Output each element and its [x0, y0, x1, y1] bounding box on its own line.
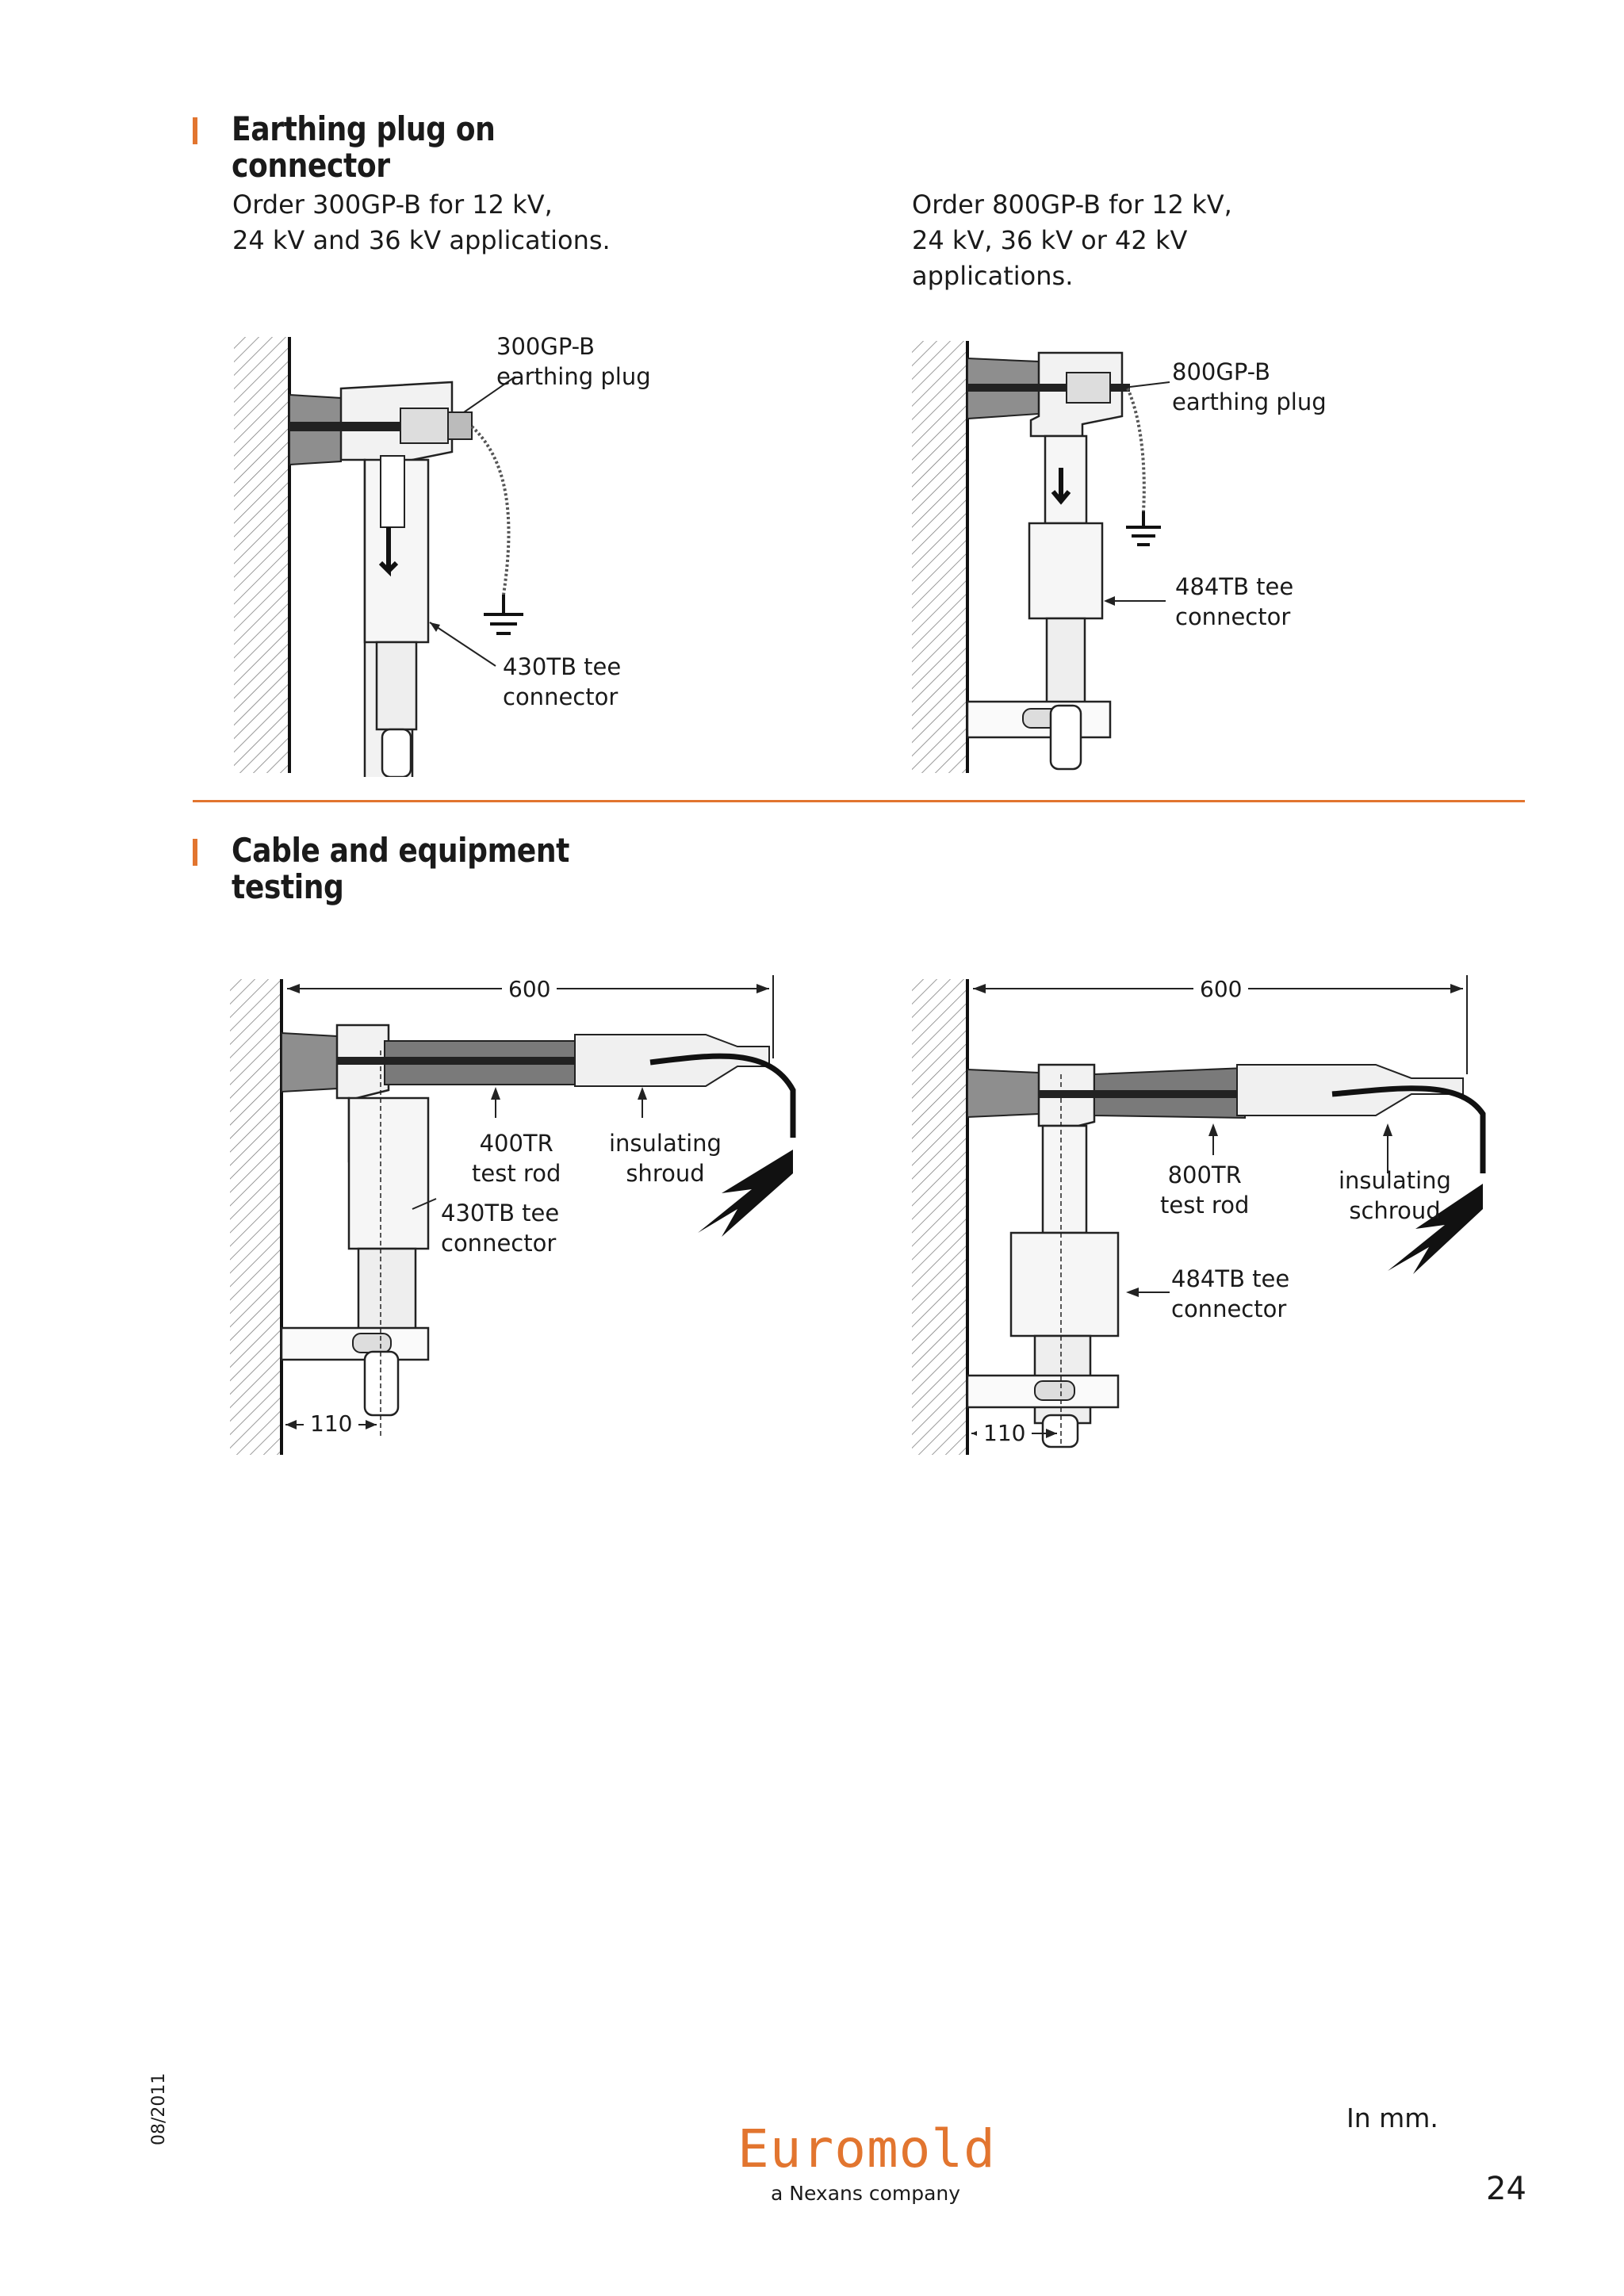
label-line: earthing plug — [496, 363, 651, 390]
label-line: 800TR — [1167, 1161, 1242, 1188]
clamp-bolt — [1035, 1381, 1074, 1400]
label-line: 484TB tee — [1175, 573, 1294, 600]
label-insulating-shroud — [1339, 1165, 1451, 1226]
ground-icon — [484, 595, 523, 633]
section-title — [232, 832, 569, 905]
dimension-110: 110 — [304, 1411, 358, 1437]
units-note: In mm. — [1346, 2103, 1438, 2133]
section-title-line: testing — [232, 867, 344, 906]
plug-nut — [1067, 373, 1110, 403]
cable — [365, 1352, 398, 1415]
dimension-110: 110 — [977, 1421, 1032, 1446]
dimension-arrow — [366, 1420, 377, 1429]
cable-sleeve — [377, 642, 416, 729]
label-tee-connector — [441, 1198, 559, 1258]
label-test-rod — [472, 1128, 561, 1188]
leader-arrowhead — [1383, 1123, 1392, 1136]
dimension-arrow — [756, 984, 769, 993]
section-title-line: connector — [232, 146, 390, 185]
wall-hatch — [912, 341, 967, 773]
cable-sleeve — [358, 1249, 416, 1336]
label-tee-connector — [1171, 1264, 1289, 1324]
label-line: connector — [1171, 1295, 1287, 1322]
tee-lower — [1029, 523, 1102, 618]
section-title-line: Earthing plug on — [232, 109, 496, 148]
label-earthing-plug — [1172, 357, 1327, 417]
tee-upper — [1045, 436, 1086, 523]
order-text-right — [912, 187, 1232, 294]
leader-tee — [430, 622, 496, 666]
dimension-600: 600 — [502, 977, 557, 1002]
leader-arrowhead — [1208, 1123, 1218, 1136]
label-line: 300GP-B — [496, 333, 596, 360]
label-tee-connector — [1175, 572, 1293, 632]
tee-lower — [349, 1098, 428, 1249]
section-divider — [193, 800, 1525, 802]
leader-plug — [1130, 382, 1170, 387]
plug-nut — [400, 408, 448, 443]
label-line: insulating — [1339, 1167, 1451, 1194]
tee-lower — [1011, 1233, 1118, 1336]
leader-arrowhead — [1126, 1288, 1139, 1297]
leader-arrowhead — [430, 622, 440, 632]
text-line: Order 300GP-B for 12 kV, — [232, 189, 553, 220]
leader-arrowhead — [638, 1087, 647, 1100]
page-number: 24 — [1486, 2171, 1526, 2207]
contact — [381, 456, 404, 527]
label-line: connector — [1175, 603, 1291, 630]
earth-chain — [472, 427, 509, 595]
cable-sleeve — [1047, 618, 1085, 706]
section-marker — [193, 839, 197, 866]
leader-arrowhead — [1104, 596, 1115, 606]
wall-hatch — [234, 337, 289, 773]
text-line: 24 kV and 36 kV applications. — [232, 225, 611, 255]
leader-arrowhead — [491, 1087, 500, 1100]
label-line: connector — [503, 683, 619, 710]
section-title — [232, 111, 495, 184]
section-title-line: Cable and equipment — [232, 831, 569, 870]
label-line: 400TR — [479, 1130, 553, 1157]
order-text-left — [232, 187, 611, 258]
bushing — [282, 1033, 337, 1092]
label-line: test rod — [1160, 1192, 1250, 1219]
clamp-bolt — [353, 1334, 391, 1353]
dimension-arrow — [287, 984, 300, 993]
euromold-logo: Euromold — [737, 2118, 996, 2179]
label-line: 430TB tee — [503, 653, 622, 680]
label-line: insulating — [609, 1130, 722, 1157]
cable — [382, 729, 411, 777]
dimension-arrow — [285, 1420, 297, 1429]
ground-icon — [1126, 511, 1161, 545]
label-line: 800GP-B — [1172, 358, 1271, 385]
label-line: earthing plug — [1172, 388, 1327, 415]
dimension-600: 600 — [1193, 977, 1248, 1002]
text-line: 24 kV, 36 kV or 42 kV — [912, 225, 1188, 255]
dimension-arrow — [1450, 984, 1463, 993]
plug-head — [448, 412, 472, 439]
label-earthing-plug — [496, 331, 651, 392]
label-test-rod — [1160, 1160, 1249, 1220]
label-insulating-shroud — [609, 1128, 722, 1188]
text-line: Order 800GP-B for 12 kV, — [912, 189, 1232, 220]
dimension-arrow — [973, 984, 986, 993]
bushing — [967, 1070, 1039, 1117]
logo-subtitle: a Nexans company — [771, 2182, 961, 2205]
label-line: schroud — [1349, 1197, 1441, 1224]
text-line: applications. — [912, 261, 1074, 291]
label-line: shroud — [626, 1160, 705, 1187]
label-line: test rod — [472, 1160, 561, 1187]
wall-hatch — [230, 979, 282, 1455]
label-line: 484TB tee — [1171, 1265, 1290, 1292]
cable — [1051, 706, 1081, 769]
label-line: connector — [441, 1230, 557, 1257]
revision-date: 08/2011 — [149, 2072, 169, 2145]
section-marker — [193, 117, 197, 144]
label-tee-connector — [503, 652, 621, 712]
earth-chain — [1128, 388, 1144, 511]
wall-hatch — [912, 979, 967, 1455]
tee-upper — [1043, 1126, 1086, 1233]
label-line: 430TB tee — [441, 1200, 560, 1226]
